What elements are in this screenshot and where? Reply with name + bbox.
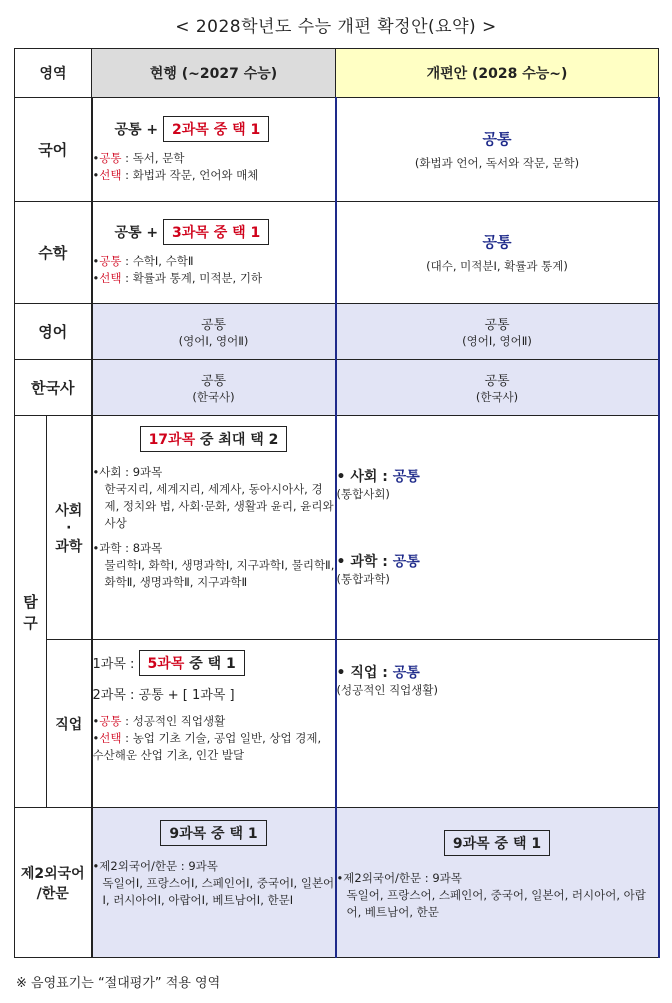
second-language-new: 9과목 중 택 1 •제2외국어/한문 : 9과목 독일어, 프랑스어, 스페인어, 중국어, 일본어, 러시아어, 아랍어, 베트남어, 한문: [336, 808, 659, 958]
new-science-label: 과학: [350, 554, 378, 570]
area-inquiry: [15, 416, 47, 808]
second-language-current: 9과목 중 택 1 •제2외국어/한문 : 9과목 독일어Ⅰ, 프랑스어Ⅰ, 스페인어Ⅰ, 중국어Ⅰ, 일본어Ⅰ, 러시아어Ⅰ, 아랍어Ⅰ, 베트남어Ⅰ, 한문Ⅰ: [92, 808, 336, 958]
korean-cur-box: 2과목 중 택 1: [163, 116, 269, 142]
row-english: [15, 304, 659, 360]
vocational-current: 1과목 : 5과목 중 택 1 2과목 : 공통 + [ 1과목 ] •공통 : 성공적인 직업생활 •선택 : 농업 기초 기술, 공업 일반, 상업 경제, 수산해운 산업 기초, 인간 발달: [92, 640, 336, 808]
vocational-new: • 직업 : 공통 (성공적인 직업생활): [336, 640, 659, 808]
social-list: 한국지리, 세계지리, 세계사, 동아시아사, 경제, 정치와 법, 사회·문화, 생활과 윤리, 윤리와 사상: [104, 482, 334, 530]
new-social-sub: (통합사회): [336, 487, 390, 501]
second-language-cur-list: 독일어Ⅰ, 프랑스어Ⅰ, 스페인어Ⅰ, 중국어Ⅰ, 일본어Ⅰ, 러시아어Ⅰ, 아랍어Ⅰ, 베트남어Ⅰ, 한문Ⅰ: [102, 876, 335, 907]
math-new: [336, 202, 659, 304]
area-english: 영어: [15, 304, 92, 360]
math-common-label: 공통: [99, 253, 122, 268]
vocational-one-box: [139, 650, 245, 676]
social-science-cur-box: [140, 426, 288, 452]
social-science-current: 17과목 중 최대 택 2 •사회 : 9과목 한국지리, 세계지리, 세계사, 동아시아사, 경제, 정치와 법, 사회·문화, 생활과 윤리, 윤리와 사상 •과학 : 8과목 물리학Ⅰ, 화학Ⅰ, 생명과학Ⅰ, 지구과학Ⅰ, 물리학Ⅱ, 화학Ⅱ, 생명과학Ⅱ, 지구과학Ⅱ: [92, 416, 336, 640]
korean-common-label: 공통: [99, 150, 122, 165]
row-math: [15, 202, 659, 304]
history-cur-main: 공통: [200, 373, 227, 389]
vocational-common-label: 공통: [99, 714, 122, 728]
vocational-new-sub: (성공적인 직업생활): [336, 683, 438, 697]
vocational-select-text: : 농업 기초 기술, 공업 일반, 상업 경제, 수산해운 산업 기초, 인간 발달: [92, 731, 322, 762]
history-current: [92, 360, 336, 416]
area-korean: 국어: [15, 98, 92, 202]
vocational-new-label: 직업: [350, 665, 378, 681]
english-cur-main: 공통: [200, 317, 227, 333]
sub-area-science-label: 과학: [55, 538, 83, 555]
second-language-new-head: 제2외국어/한문 : 9과목: [343, 871, 462, 885]
new-science-sub: (통합과학): [336, 572, 390, 586]
second-language-cur-box: 9과목 중 택 1: [160, 820, 266, 846]
social-science-box-rest: 중 최대 택 2: [195, 432, 279, 448]
math-common-text: : 수학Ⅰ, 수학Ⅱ: [121, 253, 194, 268]
vocational-select-label: 선택: [99, 731, 122, 745]
social-science-box-red: 17과목: [148, 432, 196, 448]
page-title: < 2028학년도 수능 개편 확정안(요약) >: [175, 17, 497, 37]
english-new: [336, 304, 659, 360]
sub-area-dot: ·: [66, 519, 72, 536]
second-language-cur-head: 제2외국어/한문 : 9과목: [99, 859, 218, 873]
header-current: 현행 (~2027 수능): [92, 49, 336, 98]
new-science-value: 공통: [392, 554, 420, 570]
area-history: 한국사: [15, 360, 92, 416]
korean-current: 공통 + 2과목 중 택 1 •공통 : 독서, 문학 •선택 : 화법과 작문, 언어와 매체: [92, 98, 336, 202]
english-cur-sub: (영어Ⅰ, 영어Ⅱ): [178, 333, 249, 348]
vocational-box-red: 5과목: [147, 656, 185, 672]
math-current: 공통 + 3과목 중 택 1 •공통 : 수학Ⅰ, 수학Ⅱ •선택 : 확률과 통계, 미적분, 기하: [92, 202, 336, 304]
area-inquiry-line1: 탐: [23, 592, 38, 611]
social-head: 사회 : 9과목: [99, 465, 163, 479]
reform-summary-table: [14, 48, 660, 958]
vocational-new-value: 공통: [392, 665, 420, 681]
science-head: 과학 : 8과목: [99, 541, 163, 555]
row-korean: [15, 98, 659, 202]
english-current: [92, 304, 336, 360]
row-history: [15, 360, 659, 416]
math-cur-prefix: 공통 +: [114, 224, 164, 241]
science-list: 물리학Ⅰ, 화학Ⅰ, 생명과학Ⅰ, 지구과학Ⅰ, 물리학Ⅱ, 화학Ⅱ, 생명과학Ⅱ, 지구과학Ⅱ: [104, 558, 335, 589]
english-new-sub: (영어Ⅰ, 영어Ⅱ): [462, 333, 532, 348]
sub-area-vocational: 직업: [47, 640, 92, 808]
sub-area-social-science: [47, 416, 92, 640]
row-inquiry-social-science: [15, 416, 659, 640]
area-second-language-line1: 제2외국어: [20, 865, 85, 882]
vocational-box-rest: 중 택 1: [184, 656, 236, 672]
area-math: 수학: [15, 202, 92, 304]
social-science-new: • 사회 : 공통 (통합사회) • 과학 : 공통 (통합과학): [336, 416, 659, 640]
second-language-new-list: 독일어, 프랑스어, 스페인어, 중국어, 일본어, 러시아어, 아랍어, 베트남어, 한문: [346, 888, 646, 919]
history-new-sub: (한국사): [475, 389, 519, 404]
area-second-language-line2: /한문: [36, 885, 69, 902]
history-new: [336, 360, 659, 416]
new-social-value: 공통: [392, 469, 420, 485]
math-select-label: 선택: [99, 270, 122, 285]
row-second-language: [15, 808, 659, 958]
footnote: ※ 음영표기는 “절대평가” 적용 영역: [16, 976, 221, 991]
english-new-main: 공통: [484, 317, 510, 333]
history-new-main: 공통: [484, 373, 510, 389]
math-new-main: 공통: [482, 232, 512, 251]
korean-new-sub: (화법과 언어, 독서와 작문, 문학): [414, 155, 580, 170]
area-second-language: [15, 808, 92, 958]
sub-area-social-label: 사회: [55, 502, 83, 519]
area-inquiry-line2: 구: [23, 613, 38, 632]
second-language-new-box: 9과목 중 택 1: [444, 830, 550, 856]
math-select-text: : 확률과 통계, 미적분, 기하: [121, 270, 263, 285]
table-header-row: [15, 49, 659, 98]
history-cur-sub: (한국사): [192, 389, 235, 404]
vocational-two-subject: 2과목 : 공통 + [ 1과목 ]: [92, 688, 235, 703]
row-inquiry-vocational: [15, 640, 659, 808]
korean-select-label: 선택: [99, 167, 122, 182]
header-new: 개편안 (2028 수능~): [336, 49, 659, 98]
korean-cur-prefix: 공통 +: [114, 121, 164, 138]
header-area: 영역: [15, 49, 92, 98]
korean-new: [336, 98, 659, 202]
math-new-sub: (대수, 미적분Ⅰ, 확률과 통계): [426, 258, 568, 273]
vocational-one-prefix: 1과목 :: [92, 657, 139, 672]
math-cur-box: 3과목 중 택 1: [163, 219, 269, 245]
korean-select-text: : 화법과 작문, 언어와 매체: [121, 167, 259, 182]
new-social-label: 사회: [350, 469, 378, 485]
korean-common-text: : 독서, 문학: [121, 150, 185, 165]
vocational-common-text: : 성공적인 직업생활: [121, 714, 226, 728]
korean-new-main: 공통: [482, 129, 512, 148]
